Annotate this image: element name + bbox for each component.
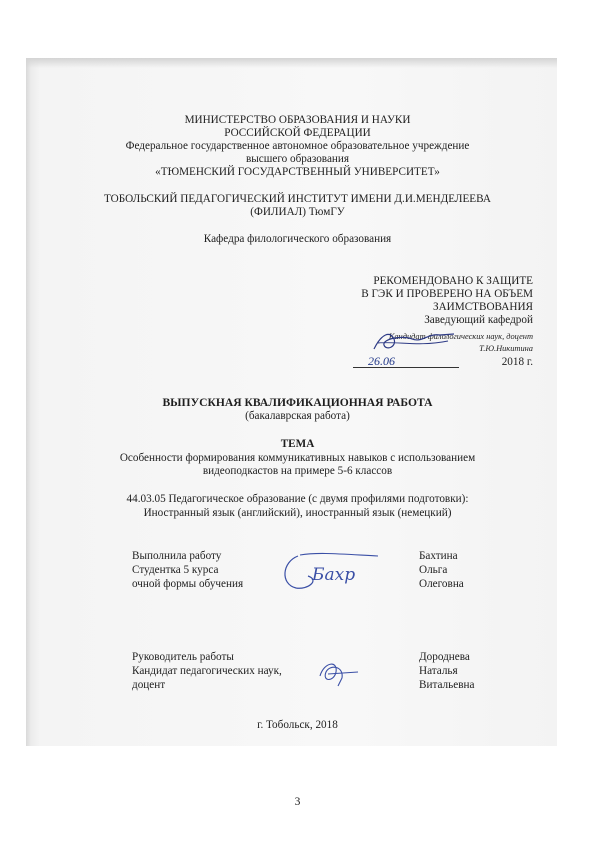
student-label-1: Выполнила работу [132, 550, 222, 562]
student-patronymic: Олеговна [419, 578, 464, 590]
supervisor-label-3: доцент [132, 679, 166, 691]
work-subtitle: (бакалаврская работа) [245, 410, 350, 422]
supervisor-signature [314, 656, 366, 688]
theme-line-1: Особенности формирования коммуникативных навыков с использованием [119, 452, 476, 464]
place-year: г. Тобольск, 2018 [257, 719, 338, 731]
approval-name: Т.Ю.Никитина [479, 344, 533, 353]
department-name: Кафедра филологического образования [203, 233, 392, 245]
scan-shadow [26, 58, 557, 68]
approval-year: 2018 г. [501, 356, 533, 368]
branch-line-2: (ФИЛИАЛ) ТюмГУ [250, 206, 345, 218]
date-handwritten: 26.06 [368, 354, 395, 368]
student-first-name: Ольга [419, 564, 448, 576]
program-line-2: Иностранный язык (английский), иностранный язык (немецкий) [143, 507, 452, 519]
approval-line-3: ЗАИМСТВОВАНИЯ [432, 301, 533, 313]
supervisor-first-name: Наталья [419, 665, 458, 677]
head-signature [368, 325, 458, 357]
student-surname: Бахтина [419, 550, 458, 562]
student-signature [278, 550, 388, 594]
supervisor-label-2: Кандидат педагогических наук, [132, 665, 282, 677]
supervisor-surname: Дороднева [419, 651, 470, 663]
student-label-2: Студентка 5 курса [132, 564, 219, 576]
approval-degree: Кандидат филологических наук, доцент [388, 332, 533, 341]
student-label-3: очной формы обучения [132, 578, 244, 590]
page-number: 3 [294, 796, 301, 808]
student-signature-text: Бахр [312, 565, 356, 585]
approval-line-2: В ГЭК И ПРОВЕРЕНО НА ОБЪЕМ [361, 288, 533, 300]
theme-label: ТЕМА [280, 438, 315, 450]
ministry-line-2: РОССИЙСКОЙ ФЕДЕРАЦИИ [224, 127, 371, 139]
supervisor-label-1: Руководитель работы [132, 651, 234, 663]
ministry-line-1: МИНИСТЕРСТВО ОБРАЗОВАНИЯ И НАУКИ [184, 114, 411, 126]
approval-line-1: РЕКОМЕНДОВАНО К ЗАЩИТЕ [373, 275, 533, 287]
approval-role: Заведующий кафедрой [424, 314, 533, 326]
branch-line-1: ТОБОЛЬСКИЙ ПЕДАГОГИЧЕСКИЙ ИНСТИТУТ ИМЕНИ Д.И.МЕНДЕЛЕЕВА [104, 193, 491, 205]
university-name: «ТЮМЕНСКИЙ ГОСУДАРСТВЕННЫЙ УНИВЕРСИТЕТ» [155, 166, 440, 178]
institution-line-1: Федеральное государственное автономное образовательное учреждение [125, 140, 470, 152]
institution-line-2: высшего образования [245, 153, 350, 165]
work-title: ВЫПУСКНАЯ КВАЛИФИКАЦИОННАЯ РАБОТА [162, 396, 433, 409]
supervisor-patronymic: Витальевна [419, 679, 475, 691]
theme-line-2: видеоподкастов на примере 5-6 классов [202, 465, 393, 477]
program-line-1: 44.03.05 Педагогическое образование (с двумя профилями подготовки): [126, 493, 469, 505]
